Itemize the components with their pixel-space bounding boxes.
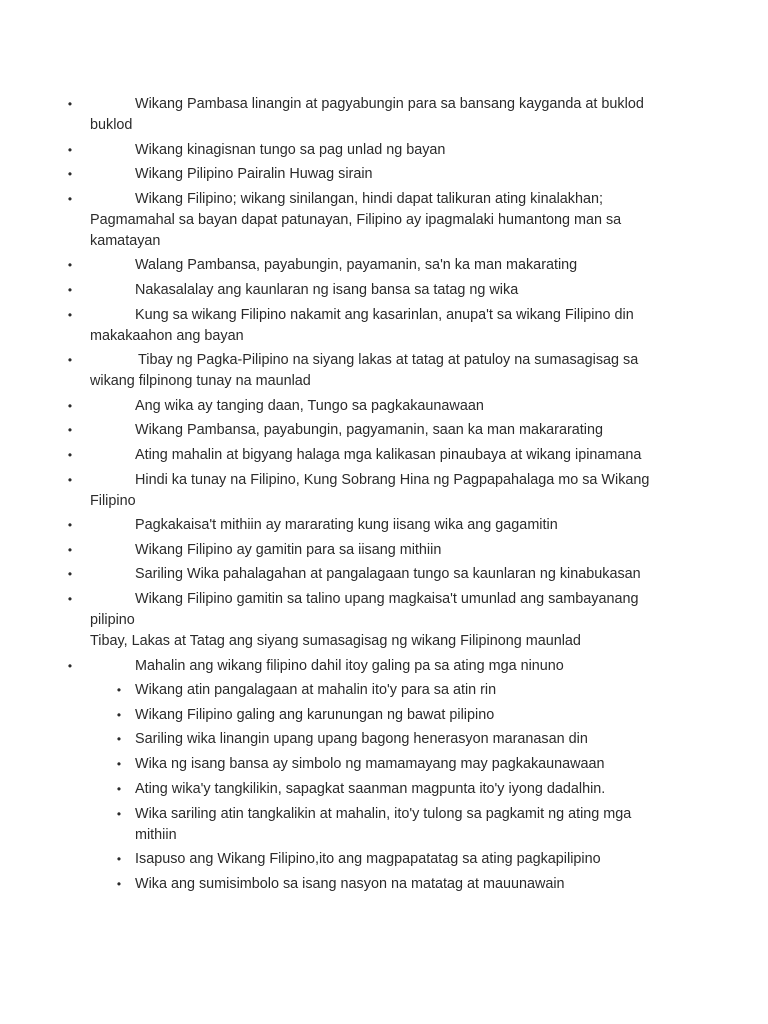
sub-list-item bbox=[0, 804, 768, 846]
bullet-icon: • bbox=[116, 781, 122, 796]
sub-list-item-text: Wikang atin pangalagaan at mahalin ito'y para sa atin rin bbox=[135, 682, 497, 699]
list-item-text: Ang wika ay tanging daan, Tungo sa pagkakaunawaan bbox=[135, 397, 484, 414]
list-item bbox=[0, 470, 768, 512]
bullet-icon: • bbox=[67, 542, 73, 557]
sub-list-item bbox=[0, 754, 768, 775]
list-item bbox=[0, 94, 768, 136]
list-item-text: Wikang Pambansa, payabungin, pagyamanin, saan ka man makararating bbox=[135, 422, 603, 439]
sub-list-item-text: Wika ang sumisimbolo sa isang nasyon na matatag at mauunawain bbox=[135, 875, 565, 892]
bullet-icon: • bbox=[67, 447, 73, 462]
list-item bbox=[0, 255, 768, 276]
bullet-icon: • bbox=[67, 142, 73, 157]
list-item-text: Sariling Wika pahalagahan at pangalagaan tungo sa kaunlaran ng kinabukasan bbox=[135, 566, 641, 583]
bullet-icon: • bbox=[116, 683, 122, 698]
list-item-text: Pagkakaisa't mithiin ay mararating kung iisang wika ang gagamitin bbox=[135, 517, 558, 534]
list-item-text: Ating mahalin at bigyang halaga mga kalikasan pinaubaya at wikang ipinamana bbox=[135, 446, 642, 463]
list-item bbox=[0, 164, 768, 185]
sub-list-item-text: Wika ng isang bansa ay simbolo ng mamamayang may pagkakaunawaan bbox=[135, 756, 605, 773]
list-item-text: Kung sa wikang Filipino nakamit ang kasarinlan, anupa't sa wikang Filipino din makakaahon ang bayan bbox=[90, 306, 634, 344]
sub-list-item-text: Sariling wika linangin upang upang bagong henerasyon maranasan din bbox=[135, 731, 588, 748]
list-item-text: Tibay ng Pagka-Pilipino na siyang lakas at tatag at patuloy na sumasagisag sa wikang filpinong tunay na maunlad bbox=[90, 352, 639, 390]
sub-list-item bbox=[0, 729, 768, 750]
bullet-icon: • bbox=[67, 191, 73, 206]
list-item-text: Walang Pambansa, payabungin, payamanin, sa'n ka man makarating bbox=[135, 257, 578, 274]
list-item bbox=[0, 350, 768, 392]
bullet-icon: • bbox=[67, 353, 73, 368]
list-item bbox=[0, 305, 768, 347]
document-page bbox=[0, 94, 768, 899]
sub-list-item-text: Wikang Filipino galing ang karunungan ng bawat pilipino bbox=[135, 706, 495, 723]
sub-list-item bbox=[0, 779, 768, 800]
sub-list-item bbox=[0, 874, 768, 895]
sub-list-item-text: Isapuso ang Wikang Filipino,ito ang magpapatatag sa ating pagkapilipino bbox=[135, 851, 601, 868]
continuation-paragraph: Tibay, Lakas at Tatag ang siyang sumasagisag ng wikang Filipinong maunlad bbox=[90, 632, 581, 649]
list-item-text: Wikang Pilipino Pairalin Huwag sirain bbox=[135, 166, 373, 183]
bullet-icon: • bbox=[116, 732, 122, 747]
bullet-icon: • bbox=[116, 757, 122, 772]
bullet-icon: • bbox=[67, 658, 73, 673]
list-item bbox=[0, 656, 768, 677]
bullet-icon: • bbox=[67, 423, 73, 438]
sub-list-item-text: Ating wika'y tangkilikin, sapagkat saanman magpunta ito'y iyong dadalhin. bbox=[135, 780, 606, 797]
list-item bbox=[0, 589, 768, 631]
list-item-text: Hindi ka tunay na Filipino, Kung Sobrang Hina ng Pagpapahalaga mo sa Wikang Filipino bbox=[90, 471, 650, 509]
bullet-icon: • bbox=[67, 398, 73, 413]
list-item-text: Wikang Pambasa linangin at pagyabungin para sa bansang kayganda at buklod buklod bbox=[90, 96, 644, 133]
bullet-icon: • bbox=[67, 282, 73, 297]
list-item bbox=[0, 189, 768, 252]
list-item bbox=[0, 540, 768, 561]
sub-list-item-text: Wika sariling atin tangkalikin at mahalin, ito'y tulong sa pagkamit ng ating mga mithiin bbox=[135, 805, 632, 843]
list-item-text: Wikang Filipino ay gamitin para sa iisang mithiin bbox=[135, 541, 442, 558]
bullet-icon: • bbox=[116, 852, 122, 867]
list-item-text: Wikang Filipino gamitin sa talino upang magkaisa't umunlad ang sambayanang pilipino bbox=[90, 590, 639, 628]
bullet-icon: • bbox=[67, 591, 73, 606]
sub-list-item bbox=[0, 705, 768, 726]
bullet-icon: • bbox=[67, 472, 73, 487]
bullet-icon: • bbox=[67, 97, 73, 111]
list-item bbox=[0, 280, 768, 301]
bullet-icon: • bbox=[67, 518, 73, 533]
bullet-icon: • bbox=[116, 806, 122, 821]
bullet-icon: • bbox=[67, 567, 73, 582]
sub-list-item bbox=[0, 849, 768, 870]
list-item bbox=[0, 420, 768, 441]
list-item bbox=[0, 515, 768, 536]
bullet-icon: • bbox=[116, 876, 122, 891]
list-item bbox=[0, 396, 768, 417]
bullet-icon: • bbox=[67, 258, 73, 273]
list-item-text: Mahalin ang wikang filipino dahil itoy galing pa sa ating mga ninuno bbox=[135, 657, 564, 674]
bullet-icon: • bbox=[67, 307, 73, 322]
list-item bbox=[0, 564, 768, 585]
list-item bbox=[0, 140, 768, 161]
list-item-text: Wikang Filipino; wikang sinilangan, hindi dapat talikuran ating kinalakhan; Pagmamahal sa bayan dapat patunayan, Filipino ay ipagmalaki humantong man sa kamatayan bbox=[90, 190, 622, 249]
bullet-icon: • bbox=[67, 167, 73, 182]
list-item-text: Nakasalalay ang kaunlaran ng isang bansa sa tatag ng wika bbox=[135, 281, 519, 298]
list-item bbox=[0, 445, 768, 466]
list-item-text: Wikang kinagisnan tungo sa pag unlad ng bayan bbox=[135, 141, 446, 158]
sub-list-item bbox=[0, 680, 768, 701]
bullet-icon: • bbox=[116, 707, 122, 722]
